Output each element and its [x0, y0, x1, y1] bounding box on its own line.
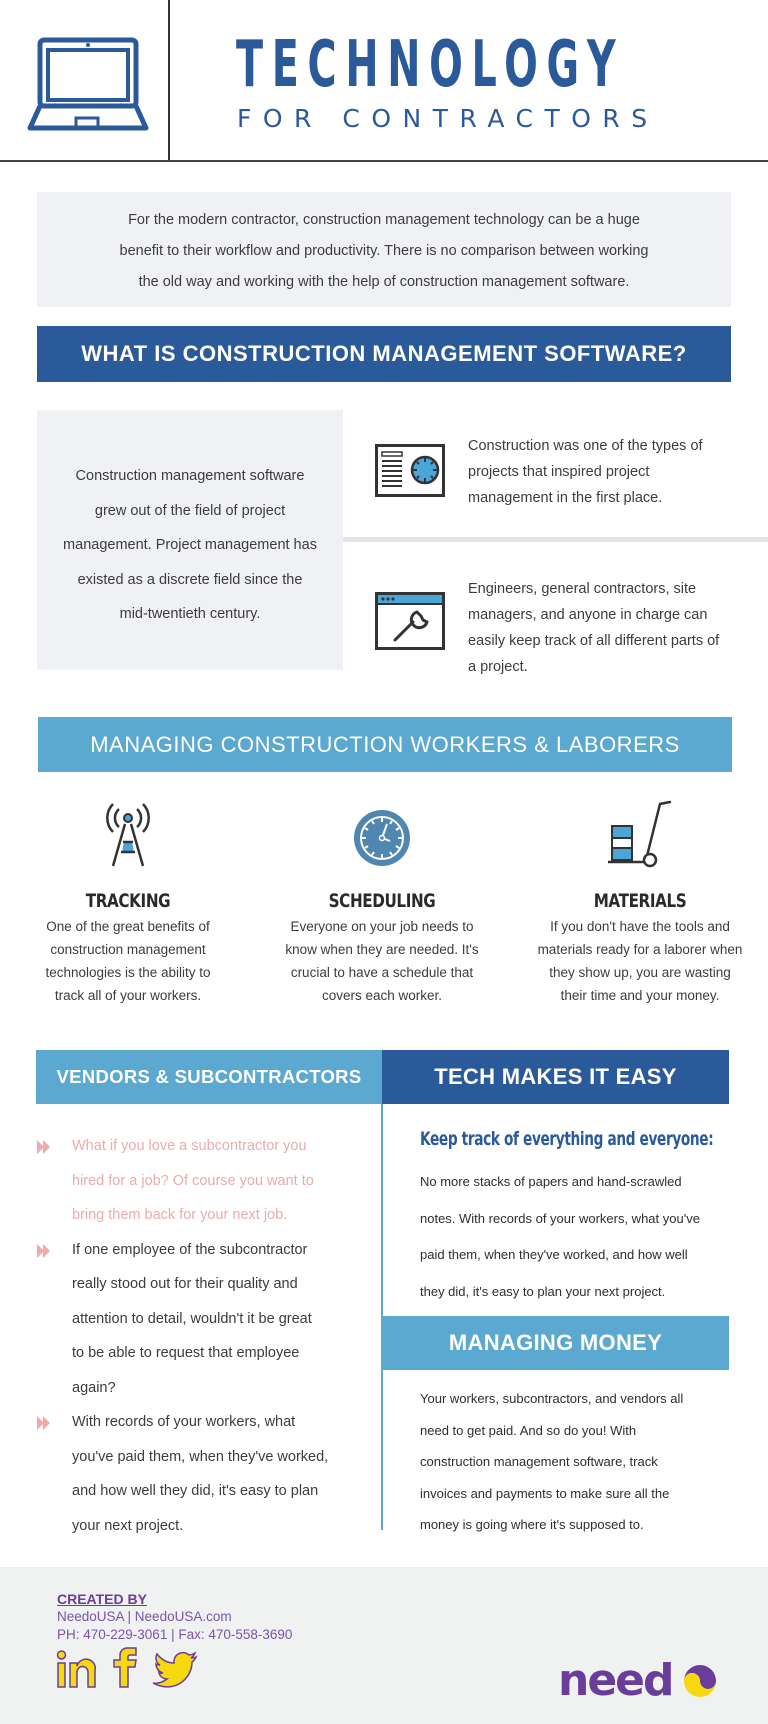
double-chevron-icon — [36, 1415, 52, 1431]
text-line: to be able to request that employee — [72, 1345, 300, 1361]
text-line: management in the first place. — [468, 490, 663, 506]
text-line: technologies is the ability to — [45, 965, 211, 980]
text-line: again? — [72, 1379, 116, 1396]
intro-line: the old way and working with the help of construction management software. — [138, 274, 630, 290]
text-line: track all of your workers. — [54, 988, 202, 1003]
text-line: know when they are needed. It's — [285, 942, 479, 957]
intro-line: For the modern contractor, construction management technology can be a huge — [128, 212, 640, 228]
tech-easy-heading: TECH MAKES IT EASY — [382, 1050, 729, 1104]
text-line: a project. — [468, 659, 528, 675]
text-line: projects that inspired project — [468, 464, 650, 480]
needo-logo — [558, 1653, 724, 1705]
text-line: crucial to have a schedule that — [290, 965, 474, 980]
text-line: If one employee of the subcontractor — [72, 1241, 308, 1258]
text-line: need to get paid. And so do you! With — [420, 1422, 637, 1438]
managing-workers-heading: MANAGING CONSTRUCTION WORKERS & LABORERS — [38, 717, 732, 772]
text-line: your next project. — [72, 1517, 184, 1534]
text-line: their time and your money. — [560, 988, 720, 1003]
text-line: invoices and payments to make sure all the — [420, 1485, 670, 1501]
phone-line: PH: 470-229-3061 | Fax: 470-558-3690 — [57, 1627, 293, 1642]
tech-description — [420, 1164, 720, 1310]
text-line: Construction was one of the types of — [468, 438, 703, 454]
feature-text-2 — [468, 576, 738, 680]
text-line: easily keep track of all different parts of — [468, 633, 720, 649]
page-title: TECHNOLOGY — [236, 28, 625, 102]
text-line: With records of your workers, what — [72, 1414, 296, 1430]
tech-subheading: Keep track of everything and everyone: — [420, 1128, 714, 1150]
text-line: attention to detail, wouldn't it be great — [72, 1310, 312, 1327]
text-line: If you don't have the tools and — [550, 919, 730, 934]
text-line: materials ready for a laborer when — [537, 942, 743, 957]
text-line: management. Project management has — [63, 537, 317, 553]
text-line: Construction management software — [75, 468, 305, 484]
text-line: hired for a job? Of course you want to — [72, 1172, 314, 1189]
twitter-icon[interactable] — [152, 1651, 198, 1689]
page-subtitle: FOR CONTRACTORS — [237, 104, 659, 133]
vendors-heading: VENDORS & SUBCONTRACTORS — [36, 1050, 382, 1104]
facebook-icon[interactable] — [112, 1647, 138, 1689]
company-line[interactable]: NeedoUSA | NeedoUSA.com — [57, 1609, 232, 1624]
laptop-icon — [26, 36, 150, 132]
text-line: Everyone on your job needs to — [290, 919, 474, 934]
text-line: and how well they did, it's easy to plan — [72, 1483, 319, 1499]
money-description — [420, 1383, 720, 1541]
text-line: Engineers, general contractors, site — [468, 581, 697, 597]
list-item — [34, 1405, 354, 1543]
header-divider — [168, 0, 170, 160]
column-title: SCHEDULING — [328, 890, 436, 912]
managing-money-heading: MANAGING MONEY — [382, 1316, 729, 1370]
section-divider — [343, 537, 768, 542]
document-gear-icon — [375, 444, 445, 497]
text-line: What if you love a subcontractor you — [72, 1138, 307, 1154]
list-item — [34, 1233, 354, 1406]
footer — [0, 1567, 768, 1724]
text-line: money is going where it's supposed to. — [420, 1517, 644, 1532]
scheduling-column — [272, 790, 492, 1007]
text-line: grew out of the field of project — [94, 502, 286, 519]
linkedin-icon[interactable] — [56, 1649, 98, 1689]
text-line: notes. With records of your workers, what you've — [420, 1210, 700, 1226]
text-line: they show up, you are wasting — [549, 965, 731, 980]
text-line: paid them, when they've worked, and how well — [420, 1247, 688, 1262]
text-line: construction management — [50, 942, 206, 957]
list-item — [34, 1129, 354, 1233]
clock-icon — [352, 808, 412, 868]
text-line: managers, and anyone in charge can — [468, 607, 708, 623]
text-line: One of the great benefits of — [46, 919, 210, 934]
svg-text:need: need — [558, 1655, 673, 1705]
text-line: bring them back for your next job. — [72, 1207, 288, 1223]
text-line: No more stacks of papers and hand-scrawled — [420, 1174, 682, 1189]
header — [0, 0, 768, 162]
browser-wrench-icon — [375, 592, 445, 650]
created-by-label: CREATED BY — [57, 1591, 147, 1607]
text-line: Your workers, subcontractors, and vendors all — [420, 1391, 684, 1406]
what-is-description — [37, 410, 343, 670]
text-line: construction management software, track — [420, 1454, 658, 1469]
double-chevron-icon — [36, 1243, 52, 1259]
feature-text-1 — [468, 433, 738, 511]
text-line: they did, it's easy to plan your next project. — [420, 1283, 666, 1299]
text-line: covers each worker. — [321, 988, 443, 1003]
intro-box — [37, 192, 731, 307]
double-chevron-icon — [36, 1139, 52, 1155]
signal-tower-icon — [103, 798, 153, 868]
tracking-column — [18, 790, 238, 1007]
hand-truck-icon — [608, 800, 672, 868]
text-line: you've paid them, when they've worked, — [72, 1448, 329, 1465]
intro-line: benefit to their workflow and productivity. There is no comparison between working — [119, 243, 649, 259]
materials-column — [530, 790, 750, 1007]
column-title: MATERIALS — [593, 890, 687, 912]
vendors-list — [34, 1129, 354, 1543]
what-is-heading: WHAT IS CONSTRUCTION MANAGEMENT SOFTWARE? — [37, 326, 731, 382]
text-line: mid-twentieth century. — [119, 606, 261, 622]
column-title: TRACKING — [85, 890, 171, 912]
text-line: existed as a discrete field since the — [77, 571, 303, 588]
social-links — [56, 1647, 198, 1689]
text-line: really stood out for their quality and — [72, 1276, 298, 1292]
